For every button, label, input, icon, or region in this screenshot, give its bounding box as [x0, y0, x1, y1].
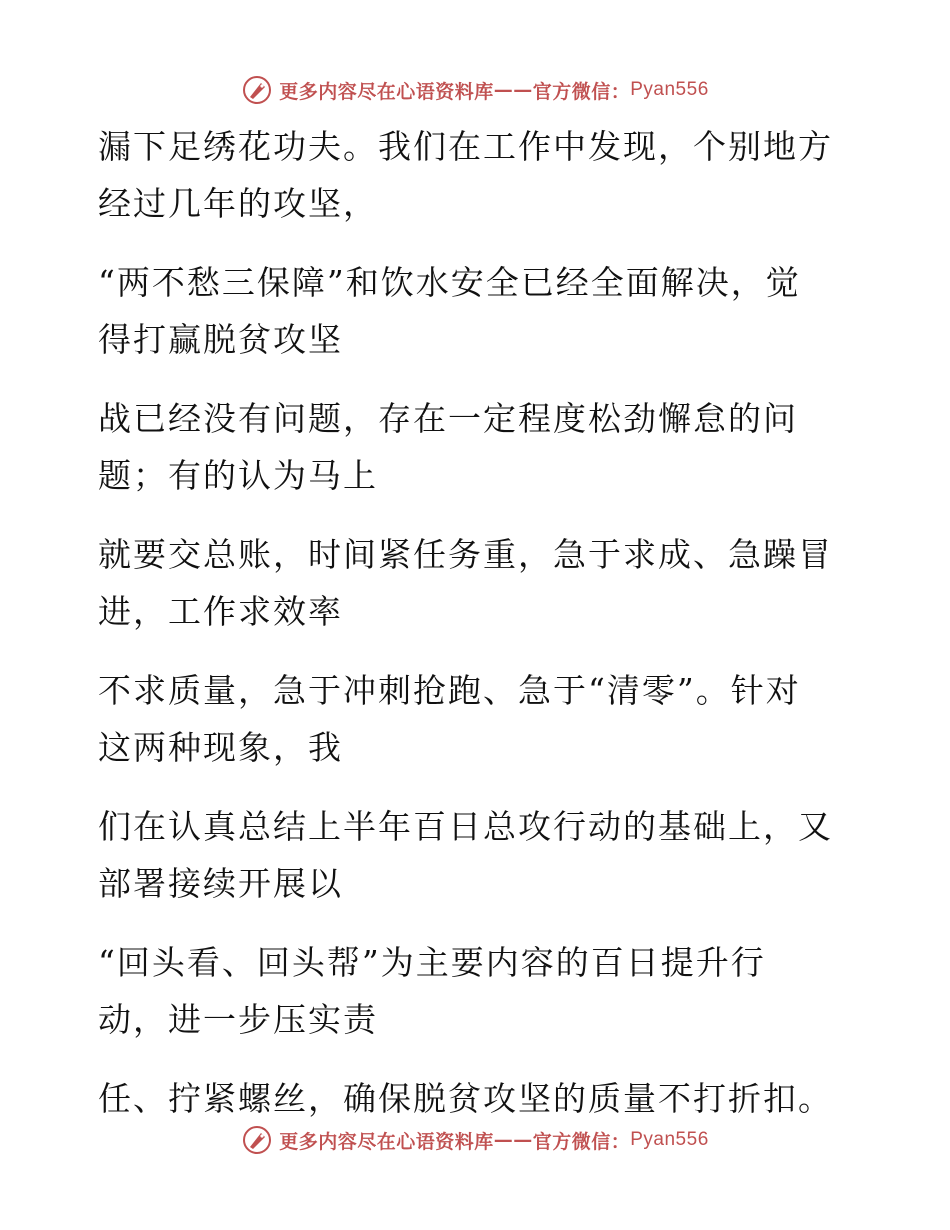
- paragraph: [98, 798, 838, 912]
- paragraph-line: 经过几年的攻坚，: [98, 184, 378, 223]
- paragraph-line: “两不愁三保障”和饮水安全已经全面解决，觉: [98, 263, 801, 302]
- paragraph-line: 就要交总账，时间紧任务重，急于求成、急躁冒: [98, 535, 833, 574]
- watermark-main-text: 更多内容尽在心语资料库: [279, 1130, 494, 1153]
- paragraph-line: 部署接续开展以: [98, 864, 343, 903]
- watermark-main-text: 更多内容尽在心语资料库: [279, 80, 494, 103]
- paragraph-line: 不求质量，急于冲刺抢跑、急于“清零”。针对: [98, 671, 801, 710]
- paragraph: [98, 254, 838, 368]
- paragraph-line: 进，工作求效率: [98, 592, 343, 631]
- watermark-separator: ——: [493, 79, 533, 101]
- paragraph: [98, 118, 838, 232]
- pen-nib-logo-icon: [241, 1124, 273, 1156]
- paragraph-line: 任、拧紧螺丝，确保脱贫攻坚的质量不打折扣。: [98, 1079, 833, 1118]
- document-body: [98, 118, 838, 1149]
- watermark-official-label: 官方微信：: [532, 80, 631, 103]
- header-watermark: [0, 70, 950, 110]
- watermark-separator: ——: [493, 1129, 533, 1151]
- paragraph: [98, 662, 838, 776]
- paragraph-line: 们在认真总结上半年百日总攻行动的基础上，又: [98, 807, 833, 846]
- paragraph: [98, 526, 838, 640]
- paragraph-line: “回头看、回头帮”为主要内容的百日提升行: [98, 943, 766, 982]
- paragraph-line: 题；有的认为马上: [98, 456, 378, 495]
- paragraph: [98, 1070, 838, 1127]
- paragraph-line: 这两种现象，我: [98, 728, 343, 767]
- footer-watermark: [0, 1120, 950, 1160]
- paragraph-line: 战已经没有问题，存在一定程度松劲懈怠的问: [98, 399, 798, 438]
- watermark-official-label: 官方微信：: [532, 1130, 631, 1153]
- pen-nib-logo-icon: [241, 74, 273, 106]
- paragraph: [98, 934, 838, 1048]
- paragraph-line: 动，进一步压实责: [98, 1000, 378, 1039]
- paragraph-line: 漏下足绣花功夫。我们在工作中发现，个别地方: [98, 127, 833, 166]
- watermark-wechat-id: Pyan556: [630, 79, 709, 100]
- paragraph-line: 得打赢脱贫攻坚: [98, 320, 343, 359]
- paragraph: [98, 390, 838, 504]
- watermark-wechat-id: Pyan556: [630, 1129, 709, 1150]
